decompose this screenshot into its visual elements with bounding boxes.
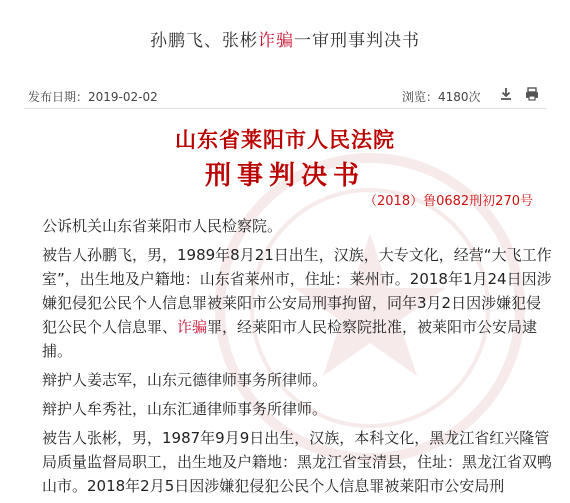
views-value: 4180次 [438,90,481,104]
case-number: （2018）鲁0682刑初270号 [364,194,533,209]
document-type: 刑事判决书 [204,161,365,191]
page-title [0,26,570,51]
paragraph-defendant-1 [42,243,552,363]
publish-date: 2019-02-02 [88,90,158,104]
paragraph-text: 罪，经莱阳市人民检察院批准，被莱阳市公安局逮捕。 [42,318,538,360]
title-highlight: 诈骗 [258,31,294,51]
paragraph-defender-1: 辩护人姜志军，山东元德律师事务所律师。 [42,371,328,389]
paragraph-text: 被告人孙鹏飞，男，1989年8月21日出生，汉族，大专文化，经营“大飞工作室”，出生地及户籍地：山东省莱州市，住址：莱州市。2018年1月24日因涉嫌犯侵犯公民个人信息罪被莱阳市公安局刑事拘留，同年3月2日因涉嫌犯侵犯公民个人信息罪、 [42,246,552,336]
title-bar [0,0,570,82]
highlight-keyword: 诈骗 [177,318,208,336]
publish-label: 发布日期： [28,90,89,104]
download-icon[interactable] [498,86,514,102]
views-label: 浏览： [402,90,439,104]
judgment-body [42,214,552,503]
paragraph-defender-2: 辩护人牟秀社，山东汇通律师事务所律师。 [42,400,328,418]
print-icon[interactable] [524,86,540,102]
paragraph-defendant-2: 被告人张彬，男，1987年9月9日出生，汉族，本科文化，黑龙江省红兴隆管局质量监督局职工，出生地及户籍地：黑龙江省宝清县，住址：黑龙江省双鸭山市。2018年2月5日因涉嫌犯侵犯公民个人信息罪被莱阳市公安局刑 [42,429,553,495]
header-divider [24,108,546,109]
court-name: 山东省莱阳市人民法院 [175,128,395,152]
toolbar-icons [498,84,540,104]
paragraph-prosecutor: 公诉机关山东省莱阳市人民检察院。 [42,217,283,235]
publish-info [28,88,158,105]
title-after: 一审刑事判决书 [294,31,420,51]
title-before: 孙鹏飞、张彬 [150,31,258,51]
view-count [402,88,481,105]
